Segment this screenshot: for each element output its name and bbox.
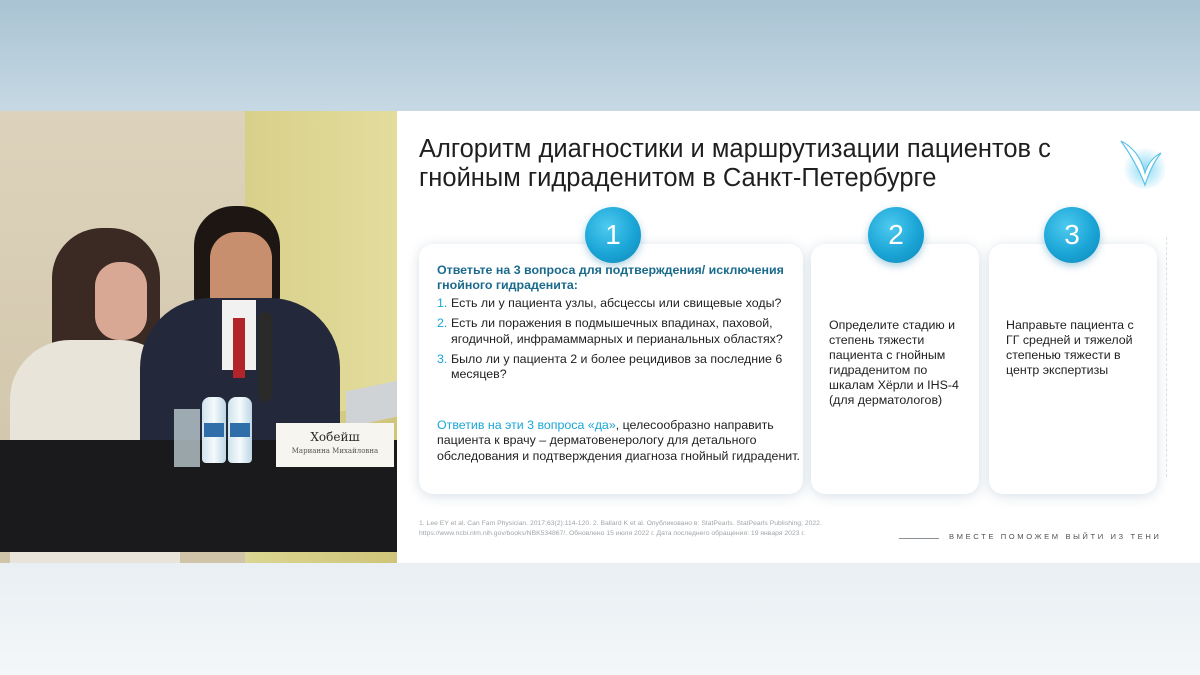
question-number: 3.: [437, 351, 448, 366]
speaker-woman-face: [95, 262, 147, 340]
step-1-conclusion: [437, 418, 809, 464]
bird-logo-icon: [1115, 133, 1165, 191]
divider-line: [1166, 237, 1168, 477]
reference-line: 1. Lee EY et al. Can Fam Physician. 2017;63(2):114-120. 2. Ballard K et al. Опубликовано в: StatPearls. StatPearls Publishing; 2022.: [419, 520, 822, 527]
step-3-text: Направьте пациента с ГГ средней и тяжелой степенью тяжести в центр экспертизы: [1006, 318, 1134, 377]
step-1-heading: Ответьте на 3 вопроса для подтверждения/ исключения гнойного гидраденита:: [437, 263, 784, 292]
step-badge-1: 1: [585, 207, 641, 263]
question-text: Есть ли у пациента узлы, абсцессы или свищевые ходы?: [451, 296, 782, 310]
question-list: [437, 296, 807, 387]
microphone: [258, 312, 272, 402]
water-bottle: [202, 397, 226, 463]
question-item: [437, 296, 807, 311]
speaker-man-tie: [233, 318, 245, 378]
step-card-2: [811, 244, 979, 494]
references: [419, 519, 859, 538]
step-card-1: [419, 244, 803, 494]
question-item: [437, 352, 807, 383]
step-card-3: [989, 244, 1157, 494]
step-2-text: Определите стадию и степень тяжести пациента с гнойным гидраденитом по шкалам Хёрли и IHS-4 (для дерматологов): [829, 318, 959, 407]
tagline: ВМЕСТЕ ПОМОЖЕМ ВЫЙТИ ИЗ ТЕНИ: [949, 532, 1162, 541]
nameplate: [276, 423, 394, 467]
step-badge-3: 3: [1044, 207, 1100, 263]
glass: [174, 409, 200, 467]
water-bottle: [228, 397, 252, 463]
nameplate-subtitle: Марианна Михайловна: [291, 447, 379, 455]
conclusion-rest: , целесообразно направить пациента к врачу – дерматовенерологу для детального обследования и подтверждения диагноза гнойный гидраденит.: [437, 418, 800, 463]
question-number: 1.: [437, 296, 448, 310]
question-number: 2.: [437, 316, 448, 331]
background-band: [0, 563, 1200, 675]
slide-title: Алгоритм диагностики и маршрутизации пациентов с гнойным гидраденитом в Санкт-Петербурге: [419, 135, 1051, 192]
reference-line: https://www.ncbi.nlm.nih.gov/books/NBK534867/. Обновлено 15 июля 2022 г. Дата последнего обращения: 19 января 2023 г.: [419, 529, 805, 537]
question-item: [437, 316, 807, 347]
question-text: Было ли у пациента 2 и более рецидивов за последние 6 месяцев?: [451, 351, 783, 382]
step-badge-2: 2: [868, 207, 924, 263]
nameplate-name: Хобейш: [310, 430, 360, 444]
presentation-slide: [397, 111, 1200, 563]
tagline-rule: [899, 538, 939, 539]
question-text: Есть ли поражения в подмышечных впадинах, паховой, ягодичной, инфрамаммарных и перианальных областях?: [451, 316, 783, 346]
conclusion-highlight: Ответив на эти 3 вопроса «да»: [437, 418, 616, 432]
conference-photo: [0, 111, 397, 563]
